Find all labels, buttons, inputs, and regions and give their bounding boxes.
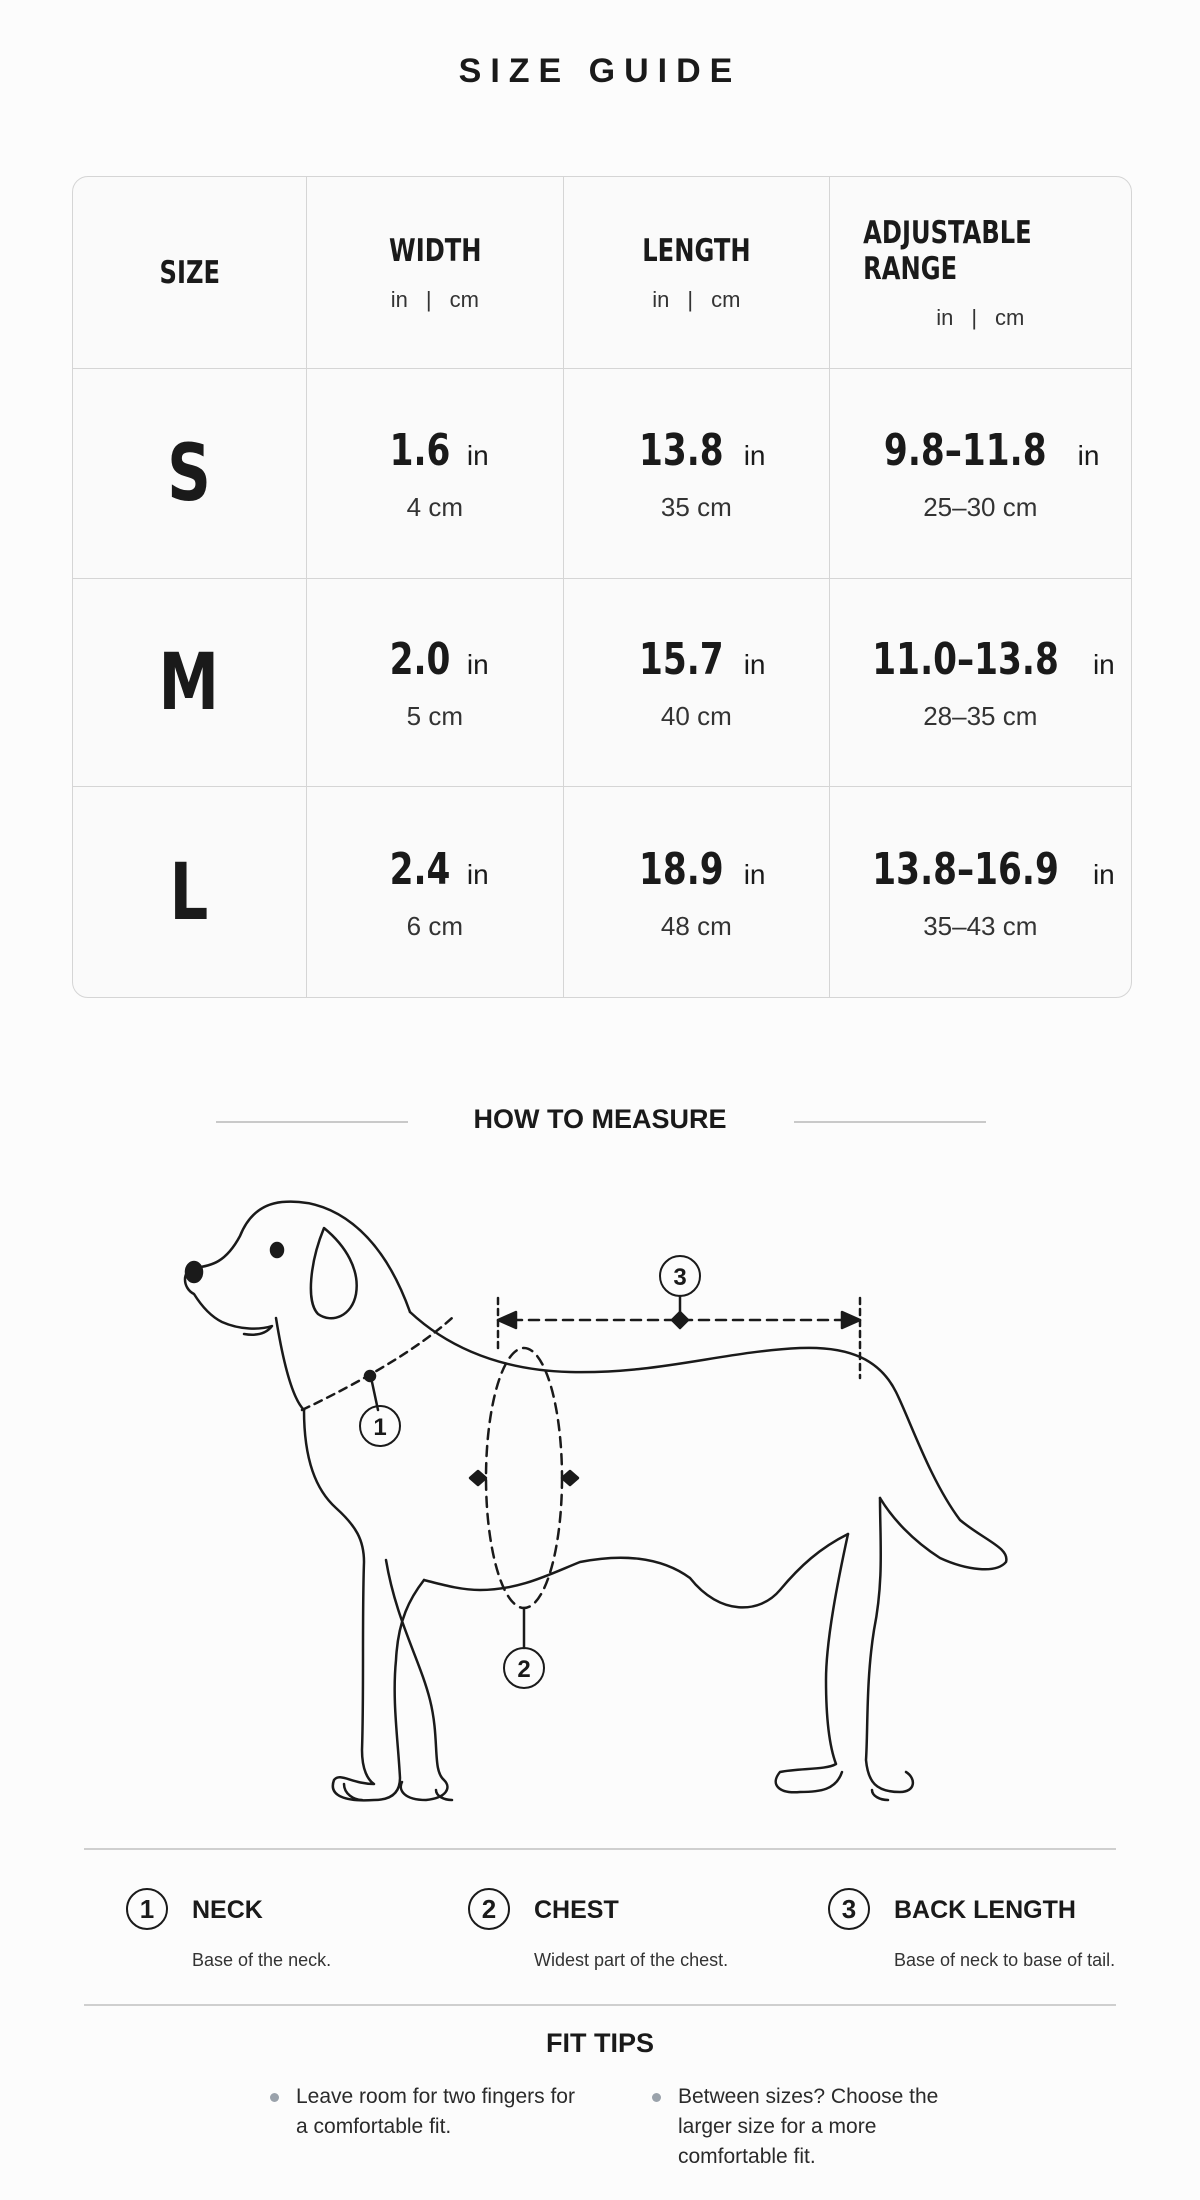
size-letter: M [159, 637, 220, 728]
unit-separator: | [971, 304, 978, 330]
width-cm-value: 5 cm [406, 700, 463, 731]
header-length-cell [564, 177, 830, 368]
range-in-value [846, 634, 1115, 685]
unit-label: in [743, 859, 766, 890]
fit-tip-item [652, 2082, 962, 2172]
unit-cm: cm [711, 286, 741, 312]
range-cell [830, 579, 1131, 786]
unit-cm: cm [449, 286, 479, 312]
unit-cm: cm [995, 304, 1025, 330]
range-cm-value: 25–30 cm [923, 491, 1038, 522]
unit-separator: | [425, 286, 432, 312]
size-letter: S [167, 428, 212, 519]
unit-label: in [1092, 648, 1115, 680]
table-row [73, 369, 1131, 579]
unit-in: in [390, 286, 408, 312]
length-in: 18.9 [639, 844, 724, 895]
legend-desc: Base of neck to base of tail. [894, 1950, 1116, 1970]
size-table [72, 176, 1132, 998]
marker-3: 3 [673, 1264, 687, 1291]
width-in: 1.6 [389, 424, 451, 476]
range-cm-value: 35–43 cm [923, 911, 1038, 941]
fit-tips-title: FIT TIPS [546, 2028, 654, 2058]
length-cm-value: 48 cm [660, 911, 732, 941]
fit-tip-item [270, 2082, 580, 2142]
size-cell [73, 579, 307, 786]
legend-badge-1: 1 [126, 1888, 168, 1930]
header-width-cell [307, 177, 565, 368]
dog-outline [185, 1202, 1006, 1801]
measure-title: HOW TO MEASURE [473, 1104, 727, 1134]
length-cell [564, 787, 830, 998]
back-length-measure [498, 1256, 860, 1378]
table-row [73, 787, 1131, 998]
unit-in: in [936, 304, 954, 330]
width-in-value [381, 425, 489, 476]
marker-2: 2 [517, 1656, 531, 1683]
unit-label: in [466, 439, 489, 471]
unit-in: in [652, 286, 670, 312]
length-in: 15.7 [639, 633, 724, 685]
table-header-row [73, 177, 1131, 369]
fit-tip-text: Leave room for two fingers for a comfortable fit. [296, 2085, 575, 2138]
size-cell [73, 787, 307, 998]
header-range-units [936, 305, 1024, 331]
width-in-value [381, 634, 489, 685]
header-length-units [652, 287, 740, 313]
range-in: 11.0–13.8 [872, 633, 1059, 685]
width-in: 2.4 [389, 844, 451, 895]
heading-rule-right [794, 1121, 986, 1123]
dog-measure-illustration [150, 1170, 1030, 1830]
neck-measure [302, 1318, 452, 1446]
unit-label: in [743, 648, 766, 680]
length-cell [564, 369, 830, 578]
page-title: SIZE GUIDE [458, 52, 742, 90]
unit-label: in [743, 439, 766, 471]
legend-title: BACK LENGTH [894, 1896, 1076, 1924]
unit-label: in [466, 859, 489, 890]
range-cell [830, 787, 1131, 998]
legend-badge-3: 3 [828, 1888, 870, 1930]
size-cell [73, 369, 307, 578]
range-cm-value: 28–35 cm [923, 700, 1038, 731]
legend-title: NECK [192, 1896, 263, 1924]
range-in: 9.8–11.8 [884, 424, 1047, 476]
header-size-cell [73, 177, 307, 368]
width-cell [307, 369, 565, 578]
header-width: WIDTH [388, 232, 482, 269]
table-row [73, 579, 1131, 787]
length-cm-value: 40 cm [660, 700, 732, 731]
range-in-value [846, 844, 1115, 895]
legend-badge-2: 2 [468, 1888, 510, 1930]
header-length: LENGTH [642, 232, 751, 269]
unit-label: in [1092, 859, 1115, 890]
width-in-value [381, 844, 489, 895]
header-range-cell [830, 177, 1131, 368]
bullet-icon [270, 2093, 279, 2102]
length-in-value [627, 634, 765, 685]
length-in: 13.8 [639, 424, 724, 476]
chest-measure [470, 1348, 578, 1688]
divider-bottom [84, 2004, 1116, 2006]
legend-desc: Widest part of the chest. [534, 1950, 729, 1970]
width-cm-value: 6 cm [406, 911, 463, 941]
unit-separator: | [687, 286, 694, 312]
length-in-value [627, 425, 765, 476]
length-cm-value: 35 cm [660, 491, 732, 522]
width-in: 2.0 [389, 633, 451, 685]
bullet-icon [652, 2093, 661, 2102]
legend-desc: Base of the neck. [192, 1950, 332, 1970]
width-cell [307, 787, 565, 998]
header-width-units [391, 287, 479, 313]
range-cell [830, 369, 1131, 578]
header-range: ADJUSTABLE RANGE [862, 214, 1032, 287]
legend-title: CHEST [534, 1896, 619, 1924]
fit-tip-text: Between sizes? Choose the larger size for a more comfortable fit. [678, 2085, 939, 2168]
width-cell [307, 579, 565, 786]
divider-top [84, 1848, 1116, 1850]
length-cell [564, 579, 830, 786]
unit-label: in [466, 648, 489, 680]
range-in: 13.8–16.9 [872, 844, 1059, 895]
unit-label: in [1077, 439, 1100, 471]
range-in-value [861, 425, 1099, 476]
header-size: SIZE [159, 254, 220, 291]
width-cm-value: 4 cm [406, 491, 463, 522]
size-letter: L [169, 848, 209, 938]
marker-1: 1 [373, 1414, 387, 1441]
length-in-value [627, 844, 765, 895]
